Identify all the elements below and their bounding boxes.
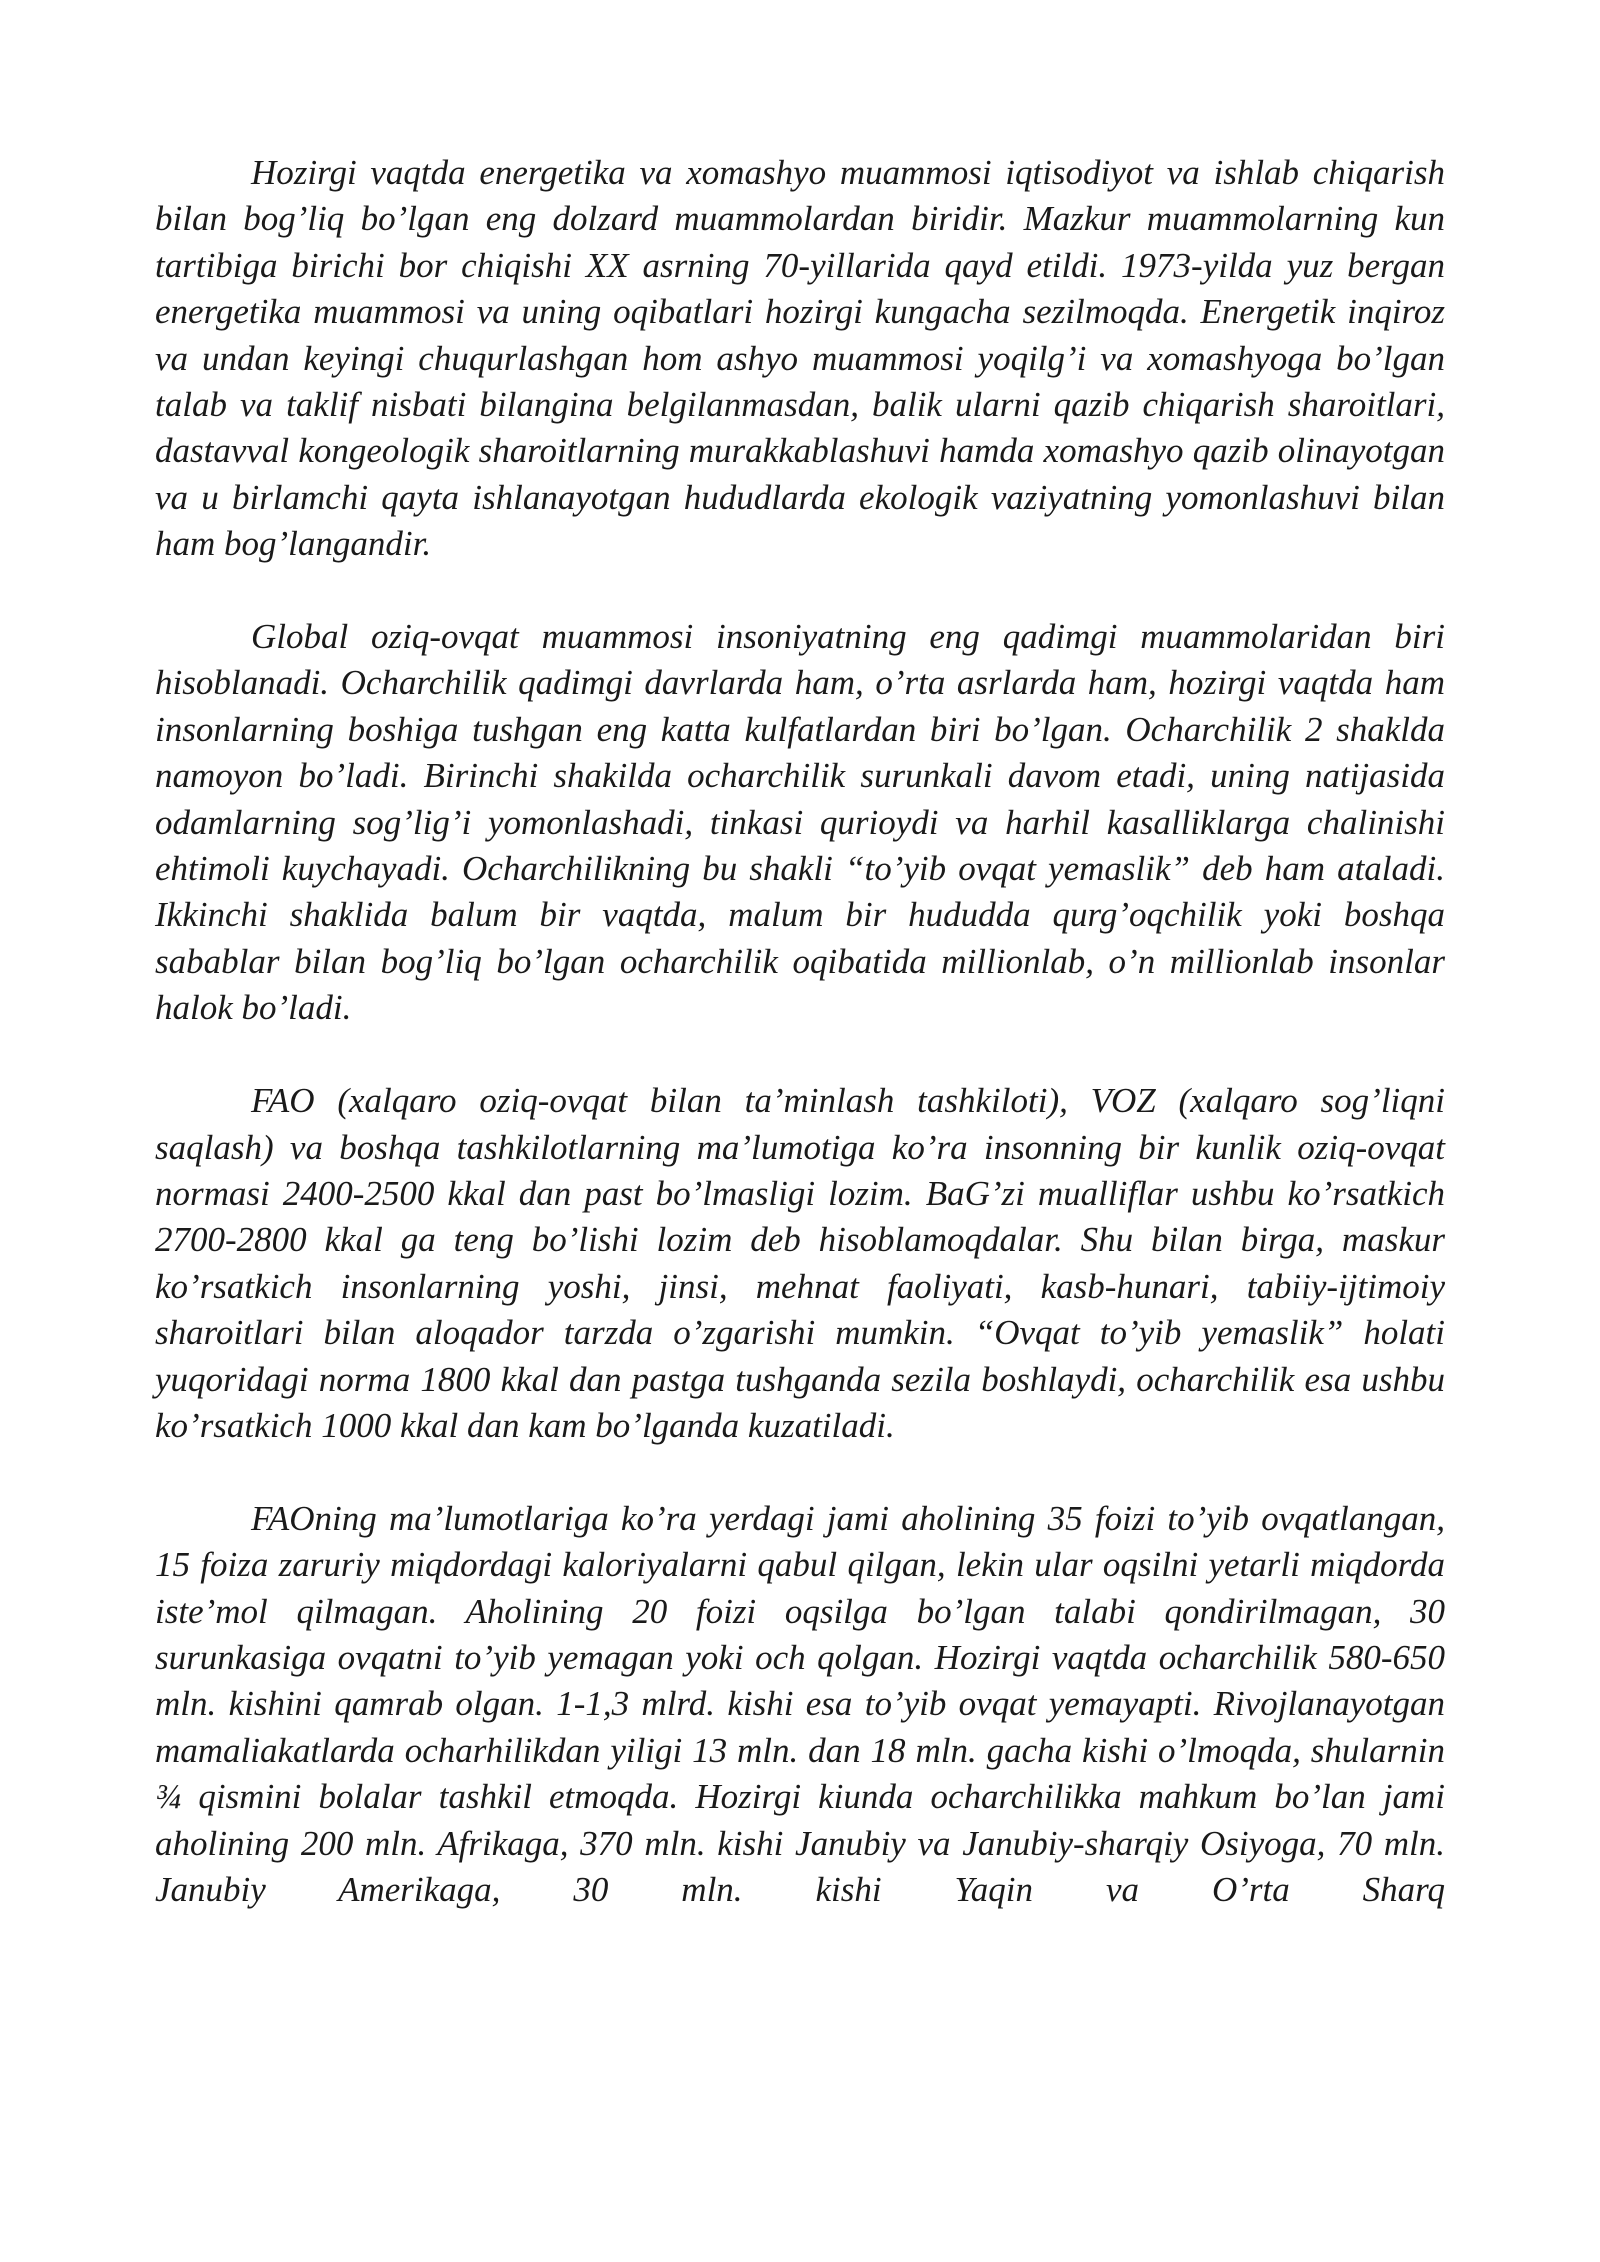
paragraph-energy-problem: Hozirgi vaqtda energetika va xomashyo muammosi iqtisodiyot va ishlab chiqarish bilan bog’liq bo’lgan eng dolzard muammolardan biridir. Mazkur muammolarning kun tartibiga birichi bor chiqishi XX asrning 70-yillarida qayd etildi. 1973-yilda yuz bergan energetika muammosi va uning oqibatlari hozirgi kungacha sezilmoqda. Energetik inqiroz va undan keyingi chuqurlashgan hom ashyo muammosi yoqilg’i va xomashyoga bo’lgan talab va taklif nisbati bilangina belgilanmasdan, balik ularni qazib chiqarish sharoitlari, dastavval kongeologik sharoitlarning murakkablashuvi hamda xomashyo qazib olinayotgan va u birlamchi qayta ishlanayotgan hududlarda ekologik vaziyatning yomonlashuvi bilan ham bog’langandir. — [155, 153, 1445, 564]
paragraph-fao-norms: FAO (xalqaro oziq-ovqat bilan ta’minlash tashkiloti), VOZ (xalqaro sog’liqni saqlash) va boshqa tashkilotlarning ma’lumotiga ko’ra insonning bir kunlik oziq-ovqat normasi 2400-2500 kkal dan past bo’lmasligi lozim. BaG’zi mualliflar ushbu ko’rsatkich 2700-2800 kkal ga teng bo’lishi lozim deb hisoblamoqdalar. Shu bilan birga, maskur ko’rsatkich insonlarning yoshi, jinsi, mehnat faoliyati, kasb-hunari, tabiiy-ijtimoiy sharoitlari bilan aloqador tarzda o’zgarishi mumkin. “Ovqat to’yib yemaslik” holati yuqoridagi norma 1800 kkal dan pastga tushganda sezila boshlaydi, ocharchilik esa ushbu ko’rsatkich 1000 kkal dan kam bo’lganda kuzatiladi. — [155, 1081, 1445, 1445]
document-page — [155, 150, 1445, 1913]
paragraph-fao-statistics: FAOning ma’lumotlariga ko’ra yerdagi jami aholining 35 foizi to’yib ovqatlangan, 15 foiza zaruriy miqdordagi kaloriyalarni qabul qilgan, lekin ular oqsilni yetarli miqdorda iste’mol qilmagan. Aholining 20 foizi oqsilga bo’lgan talabi qondirilmagan, 30 surunkasiga ovqatni to’yib yemagan yoki och qolgan. Hozirgi vaqtda ocharchilik 580-650 mln. kishini qamrab olgan. 1-1,3 mlrd. kishi esa to’yib ovqat yemayapti. Rivojlanayotgan mamaliakatlarda ocharhilikdan yiligi 13 mln. dan 18 mln. gacha kishi o’lmoqda, shularnin ¾ qismini bolalar tashkil etmoqda. Hozirgi kiunda ocharchilikka mahkum bo’lan jami aholining 200 mln. Afrikaga, 370 mln. kishi Janubiy va Janubiy-sharqiy Osiyoga, 70 mln. Janubiy Amerikaga, 30 mln. kishi Yaqin va O’rta Sharq — [155, 1498, 1445, 1909]
paragraph-food-problem: Global oziq-ovqat muammosi insoniyatning eng qadimgi muammolaridan biri hisoblanadi. Ocharchilik qadimgi davrlarda ham, o’rta asrlarda ham, hozirgi vaqtda ham insonlarning boshiga tushgan eng katta kulfatlardan biri bo’lgan. Ocharchilik 2 shaklda namoyon bo’ladi. Birinchi shakilda ocharchilik surunkali davom etadi, uning natijasida odamlarning sog’lig’i yomonlashadi, tinkasi qurioydi va harhil kasalliklarga chalinishi ehtimoli kuychayadi. Ocharchilikning bu shakli “to’yib ovqat yemaslik” deb ham ataladi. Ikkinchi shaklida balum bir vaqtda, malum bir hududda qurg’oqchilik yoki boshqa sabablar bilan bog’liq bo’lgan ocharchilik oqibatida millionlab, o’n millionlab insonlar halok bo’ladi. — [155, 617, 1445, 1028]
